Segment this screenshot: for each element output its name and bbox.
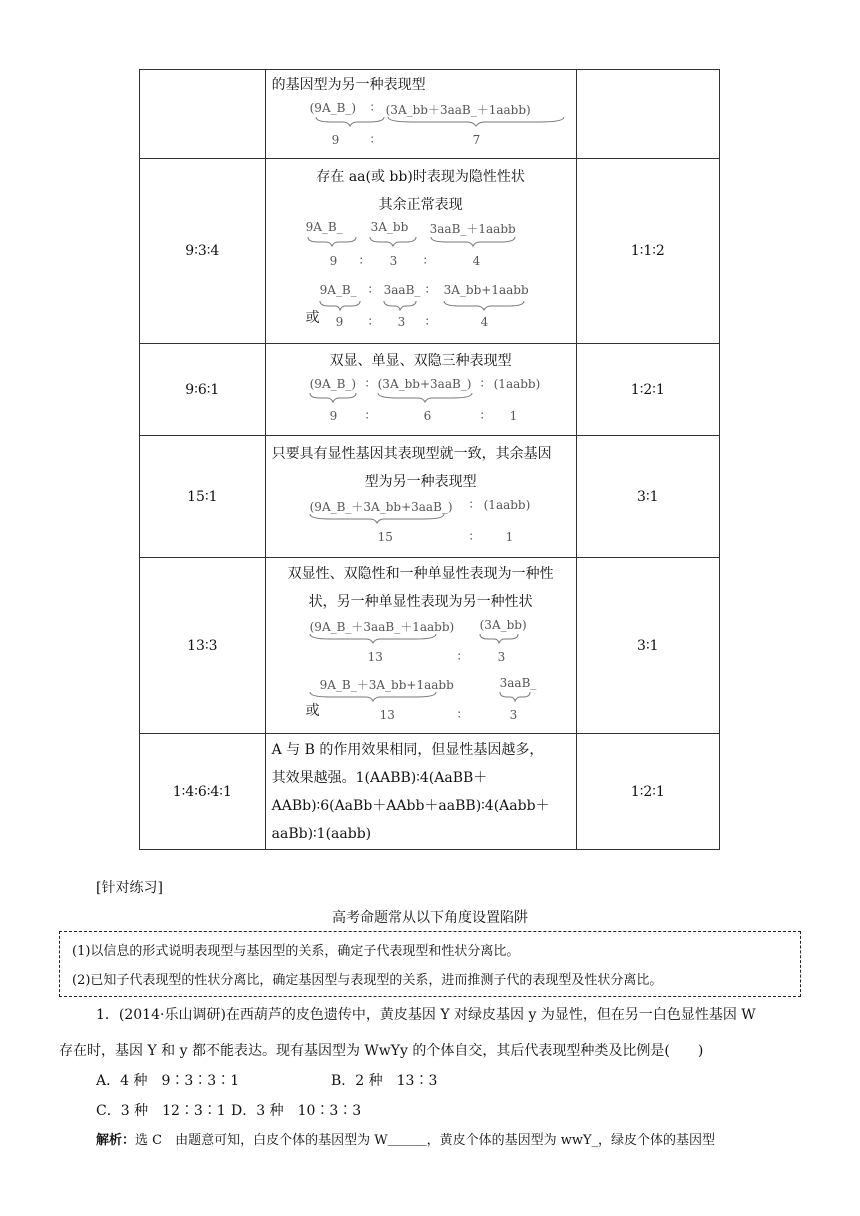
formula-colon: ∶ — [370, 133, 374, 147]
ratio-cell: 15∶1 — [140, 436, 266, 558]
trap-note: (1)以信息的形式说明表现型与基因型的关系，确定子代表现型和性状分离比。 — [72, 944, 520, 959]
formula-term: 3A_bb — [370, 220, 409, 234]
option-d: D．3 种 10∶3∶3 — [231, 1103, 362, 1119]
question-stem: 存在时，基因 Y 和 y 都不能表达。现有基因型为 WwYy 的个体自交，其后代表现型种类及比例是( ) — [59, 1043, 704, 1059]
formula-count: 9 — [335, 315, 344, 329]
formula-count: 13 — [379, 707, 395, 722]
description-cell — [265, 436, 576, 558]
description-cell — [265, 558, 576, 734]
testcross-cell: 1∶2∶1 — [576, 734, 719, 850]
trap-notes-box — [59, 931, 801, 997]
testcross-cell — [576, 70, 719, 159]
description-text: 双显性、双隐性和一种单显性表现为一种性 — [287, 565, 554, 582]
description-text: 的基因型为另一种表现型 — [271, 77, 426, 93]
formula-count: 9 — [331, 133, 340, 147]
answer-text: 选 C 由题意可知，白皮个体的基因型为 W＿＿＿，黄皮个体的基因型为 wwY_，绿皮个体的基因型 — [135, 1133, 716, 1148]
genotype-formula — [266, 496, 576, 554]
genotype-formula — [266, 375, 576, 433]
formula-colon: ∶ — [425, 283, 429, 297]
genotype-formula — [266, 219, 576, 339]
formula-colon: ∶ — [365, 376, 369, 391]
description-text: 状，另一种单显性表现为另一种性状 — [308, 593, 533, 610]
answer-label: 解析： — [96, 1133, 136, 1148]
genotype-formula — [266, 99, 576, 157]
or-label: 或 — [305, 310, 320, 326]
ratio-cell: 13∶3 — [140, 558, 266, 734]
formula-count: 15 — [377, 529, 393, 544]
formula-term: 9A_B_ — [319, 283, 357, 297]
ratio-cell — [140, 70, 266, 159]
formula-colon: ∶ — [423, 254, 427, 268]
question-stem: 1．(2014·乐山调研)在西葫芦的皮色遗传中，黄皮基因 Y 对绿皮基因 y 为显性，但在另一白色显性基因 W — [96, 1007, 756, 1023]
formula-count: 9 — [329, 254, 338, 268]
table-row — [140, 70, 720, 159]
formula-colon: ∶ — [480, 376, 484, 391]
description-text: 其余正常表现 — [378, 197, 463, 213]
option-c: C．3 种 12∶3∶1 — [96, 1103, 226, 1119]
formula-count: 1 — [505, 529, 514, 544]
formula-term: (3A_bb＋3aaB_＋1aabb) — [385, 103, 531, 117]
formula-colon: ∶ — [480, 408, 484, 423]
practice-heading: [针对练习] — [96, 880, 163, 896]
formula-term: (1aabb) — [493, 376, 541, 391]
formula-term: (1aabb) — [483, 497, 531, 512]
formula-count: 3 — [497, 649, 506, 664]
trap-note: (2)已知子代表现型的性状分离比，确定基因型与表现型的关系，进而推测子代的表现型及性状分离比。 — [72, 973, 663, 988]
genotype-formula — [266, 616, 576, 732]
description-text: aaBb)∶1(aabb) — [271, 825, 372, 842]
formula-term: (9A_B_＋3A_bb+3aaB_) — [309, 499, 453, 514]
formula-count: 6 — [423, 408, 432, 423]
testcross-cell: 3∶1 — [576, 558, 719, 734]
formula-colon: ∶ — [368, 315, 372, 329]
formula-count: 4 — [472, 254, 481, 268]
description-text: 双显、单显、双隐三种表现型 — [329, 352, 512, 369]
formula-term: (9A_B_) — [309, 101, 357, 115]
formula-count: 9 — [329, 408, 338, 423]
ratio-table — [139, 69, 720, 850]
formula-colon: ∶ — [425, 315, 429, 329]
section-title: 高考命题常从以下角度设置陷阱 — [332, 910, 528, 926]
formula-count: 3 — [397, 315, 406, 329]
description-cell — [265, 344, 576, 436]
formula-term: 9A_B_＋3A_bb+1aabb — [319, 677, 454, 692]
formula-count: 1 — [509, 408, 518, 423]
formula-term: 3A_bb+1aabb — [443, 283, 529, 297]
formula-colon: ∶ — [370, 101, 374, 115]
formula-colon: ∶ — [457, 707, 461, 722]
formula-term: 3aaB_＋1aabb — [429, 222, 516, 236]
description-text: 存在 aa(或 bb)时表现为隐性性状 — [316, 169, 525, 185]
formula-term: (3A_bb) — [479, 617, 527, 632]
formula-colon: ∶ — [368, 283, 372, 297]
table-row — [140, 159, 720, 344]
testcross-cell: 1∶2∶1 — [576, 344, 719, 436]
formula-term: (3A_bb+3aaB_) — [377, 376, 472, 391]
description-text: 只要具有显性基因其表现型就一致，其余基因 — [271, 445, 552, 462]
option-b: B．2 种 13∶3 — [331, 1073, 438, 1089]
formula-colon: ∶ — [469, 497, 473, 512]
formula-colon: ∶ — [457, 649, 461, 664]
description-cell — [265, 70, 576, 159]
description-text: AABb)∶6(AaBb＋AAbb＋aaBB)∶4(Aabb＋ — [271, 797, 550, 814]
formula-colon: ∶ — [359, 254, 363, 268]
formula-term: 3aaB_ — [383, 283, 421, 297]
or-label: 或 — [305, 702, 320, 719]
formula-colon: ∶ — [365, 408, 369, 423]
formula-count: 13 — [367, 649, 383, 664]
formula-term: 3aaB_ — [499, 675, 537, 690]
description-text: 其效果越强。1(AABB)∶4(AaBB＋ — [271, 769, 488, 786]
answer-explanation — [96, 1129, 715, 1148]
formula-count: 7 — [472, 133, 481, 147]
table-row — [140, 344, 720, 436]
ratio-cell: 9∶6∶1 — [140, 344, 266, 436]
table-row — [140, 436, 720, 558]
table-row — [140, 734, 720, 850]
formula-colon: ∶ — [469, 529, 473, 544]
description-cell — [265, 734, 576, 850]
formula-count: 4 — [480, 315, 489, 329]
formula-term: (9A_B_＋3aaB_＋1aabb) — [309, 619, 455, 634]
formula-term: (9A_B_) — [309, 376, 357, 391]
formula-count: 3 — [509, 707, 518, 722]
description-cell — [265, 159, 576, 344]
testcross-cell: 1∶1∶2 — [576, 159, 719, 344]
formula-term: 9A_B_ — [305, 220, 343, 234]
option-a: A．4 种 9∶3∶3∶1 — [96, 1073, 240, 1089]
testcross-cell: 3∶1 — [576, 436, 719, 558]
description-text: A 与 B 的作用效果相同，但显性基因越多， — [271, 741, 544, 758]
table-row — [140, 558, 720, 734]
ratio-cell: 1∶4∶6∶4∶1 — [140, 734, 266, 850]
description-text: 型为另一种表现型 — [364, 473, 477, 490]
formula-count: 3 — [389, 254, 398, 268]
ratio-cell: 9∶3∶4 — [140, 159, 266, 344]
